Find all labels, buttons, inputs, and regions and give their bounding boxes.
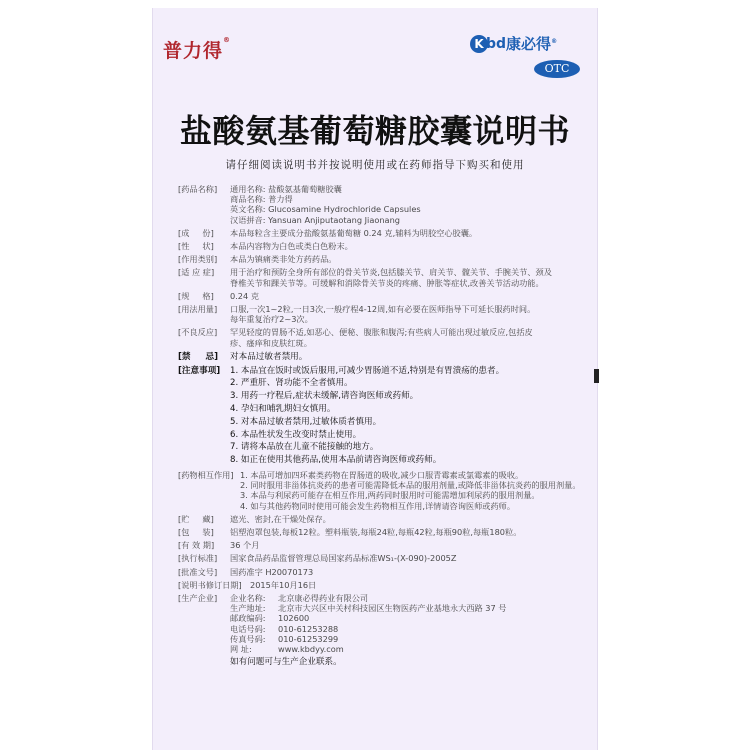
section-value (230, 327, 590, 347)
section-interactions (178, 470, 590, 511)
section-label: [批准文号] (178, 566, 218, 577)
section-value: 36 个月 (230, 540, 260, 551)
section-label: [成 份] (178, 227, 214, 238)
list-item: 5. 对本品过敏者禁用,过敏体质者慎用。 (230, 416, 382, 427)
section-label: [执行标准] (178, 553, 218, 564)
section-spec (178, 291, 590, 301)
address-line (230, 603, 590, 613)
list-item: 3. 本品与利尿药可能存在相互作用,两药同时服用时可能需增加利尿药的服用剂量。 (240, 490, 540, 501)
indication-line: 用于治疗和预防全身所有部位的骨关节炎,包括膝关节、肩关节、髋关节、手腕关节、颈及 (230, 267, 552, 278)
list-item: 8. 如正在使用其他药品,使用本品前请咨询医师或药师。 (230, 455, 442, 466)
section-label: [包 装] (178, 527, 214, 538)
section-contraindication (178, 351, 590, 364)
brand-logo-right (470, 33, 588, 54)
otc-badge: OTC (534, 60, 580, 78)
list-item: 6. 本品性状发生改变时禁止使用。 (230, 429, 362, 440)
list-item: 1. 本品可增加四环素类药物在胃肠道的吸收,减少口服青霉素或氯霉素的吸收。 (240, 470, 524, 481)
field-value: 盐酸氨基葡萄糖胶囊 (268, 184, 342, 194)
english-name-line (230, 204, 590, 214)
document-title: 盐酸氨基葡萄糖胶囊说明书 (179, 112, 570, 150)
field-value: 102600 (278, 613, 310, 624)
field-label: 邮政编码: (230, 613, 266, 624)
section-label: [有 效 期] (178, 540, 215, 551)
list-item: 3. 用药一疗程后,症状未缓解,请咨询医师或药师。 (230, 391, 419, 402)
section-value: 本品内容物为白色或类白色粉末。 (230, 241, 353, 252)
field-label: 汉语拼音: (230, 214, 266, 225)
section-value (230, 593, 590, 654)
section-label: [贮 藏] (178, 513, 214, 524)
field-label: 英文名称: (230, 204, 266, 215)
field-label: 电话号码: (230, 623, 266, 634)
section-value: 0.24 克 (230, 290, 260, 301)
section-category (178, 254, 590, 264)
section-approval (178, 567, 590, 577)
section-value: 遮光、密封,在干燥处保存。 (230, 513, 331, 524)
section-validity (178, 540, 590, 550)
field-label: 生产地址: (230, 603, 266, 614)
section-drug-name (178, 184, 590, 225)
field-value: Glucosamine Hydrochloride Capsules (268, 204, 421, 215)
section-value (230, 304, 590, 324)
section-label: [规 格] (178, 290, 214, 301)
section-label: [用法用量] (178, 304, 218, 315)
list-item: 1. 本品宜在饭时或饭后服用,可减少胃肠道不适,特别是有胃溃疡的患者。 (230, 365, 505, 376)
section-precautions (178, 365, 590, 467)
list-item: 4. 如与其他药物同时使用可能会发生药物相互作用,详情请咨询医师或药师。 (240, 500, 516, 511)
field-value: 北京市大兴区中关村科技园区生物医药产业基地永大西路 37 号 (278, 603, 507, 614)
section-package (178, 527, 590, 537)
section-adverse (178, 327, 590, 347)
company-name-line (230, 593, 590, 603)
section-character (178, 241, 590, 251)
brand-left-reg: ® (223, 36, 232, 44)
section-label: [不良反应] (178, 327, 218, 338)
field-label: 商品名称: (230, 194, 266, 205)
list-item: 2. 同时服用非甾体抗炎药的患者可能需降低本品的服用剂量,或降低非甾体抗炎药的服用剂量。 (240, 480, 581, 491)
section-value: 本品为镇痛类非处方药药品。 (230, 254, 337, 265)
field-value: Yansuan Anjiputaotang Jiaonang (268, 214, 400, 225)
brand-right-latin: bd (486, 35, 507, 52)
section-usage (178, 304, 590, 324)
section-value: 国药准字 H20070173 (230, 566, 314, 577)
document-subtitle: 请仔细阅读说明书并按说明使用或在药师指导下购买和使用 (225, 159, 525, 171)
section-storage (178, 514, 590, 524)
brand-right-name (506, 35, 557, 53)
adverse-line: 罕见轻度的胃肠不适,如恶心、便秘、腹胀和腹泻;有些病人可能出现过敏反应,包括皮 (230, 327, 533, 338)
list-item: 7. 请将本品放在儿童不能接触的地方。 (230, 442, 379, 453)
brand-left-name: 普力得 (163, 40, 224, 62)
footer-indent (178, 656, 230, 669)
section-revision (178, 580, 590, 590)
generic-name-line (230, 184, 590, 194)
field-value: 普力得 (268, 194, 293, 205)
footer-note-text: 如有问题可与生产企业联系。 (230, 657, 342, 668)
section-value: 铝塑泡罩包装,每板12粒。塑料瓶装,每瓶24粒,每瓶42粒,每瓶90粒,每瓶180粒。 (230, 527, 522, 538)
brand-right-cn: 康必得 (506, 35, 552, 53)
section-value (230, 267, 590, 287)
section-label: [说明书修订日期] (178, 579, 242, 590)
section-label: [适 应 症] (178, 267, 215, 278)
section-label: [生产企业] (178, 593, 218, 604)
brand-logo-left (163, 36, 231, 63)
section-value (230, 184, 590, 225)
interactions-list (240, 470, 590, 511)
postcode-line (230, 613, 590, 623)
field-value: 010-61253299 (278, 633, 339, 644)
section-label: [性 状] (178, 241, 214, 252)
section-standard (178, 553, 590, 563)
precautions-list (230, 365, 590, 467)
section-composition (178, 228, 590, 238)
section-value: 本品每粒含主要成分盐酸氨基葡萄糖 0.24 克,辅料为明胶空心胶囊。 (230, 227, 478, 238)
trade-name-line (230, 194, 590, 204)
indication-line: 脊椎关节和踝关节等。可缓解和消除骨关节炎的疼痛、肿胀等症状,改善关节活动功能。 (230, 277, 544, 288)
field-value: 北京康必得药业有限公司 (278, 593, 369, 604)
section-label: [注意事项] (178, 365, 221, 376)
section-label: [药物相互作用] (178, 470, 234, 481)
field-value: 010-61253288 (278, 623, 339, 634)
field-label: 网 址: (230, 644, 252, 655)
pinyin-line (230, 215, 590, 225)
phone-line (230, 624, 590, 634)
fax-line (230, 634, 590, 644)
website-line (230, 644, 590, 654)
brand-right-reg: ® (551, 38, 558, 45)
edge-mark (594, 369, 599, 383)
list-item: 4. 孕妇和哺乳期妇女慎用。 (230, 404, 336, 415)
kbd-badge-icon: K (470, 35, 488, 53)
usage-line: 口服,一次1~2粒,一日3次,一般疗程4-12周,如有必要在医师指导下可延长服药时间。 (230, 304, 536, 315)
field-label: 通用名称: (230, 184, 266, 194)
section-value: 2015年10月16日 (250, 579, 317, 590)
field-label: 传真号码: (230, 633, 266, 644)
section-label: [作用类别] (178, 254, 218, 265)
field-value: www.kbdyy.com (278, 644, 344, 655)
section-indication (178, 267, 590, 287)
list-item: 2. 严重肝、肾功能不全者慎用。 (230, 378, 353, 389)
section-manufacturer (178, 593, 590, 654)
adverse-line: 疹、瘙痒和皮肤红斑。 (230, 337, 312, 348)
leaflet-content (178, 184, 590, 670)
section-label: [药品名称] (178, 184, 218, 194)
section-value: 对本品过敏者禁用。 (230, 351, 308, 362)
field-label: 企业名称: (230, 593, 266, 604)
usage-line: 每年重复治疗2~3次。 (230, 314, 313, 325)
section-label: [禁 忌] (178, 351, 219, 362)
section-value: 国家食品药品监督管理总局国家药品标准WS₁-(X-090)-2005Z (230, 553, 457, 564)
footer-note (178, 656, 590, 669)
